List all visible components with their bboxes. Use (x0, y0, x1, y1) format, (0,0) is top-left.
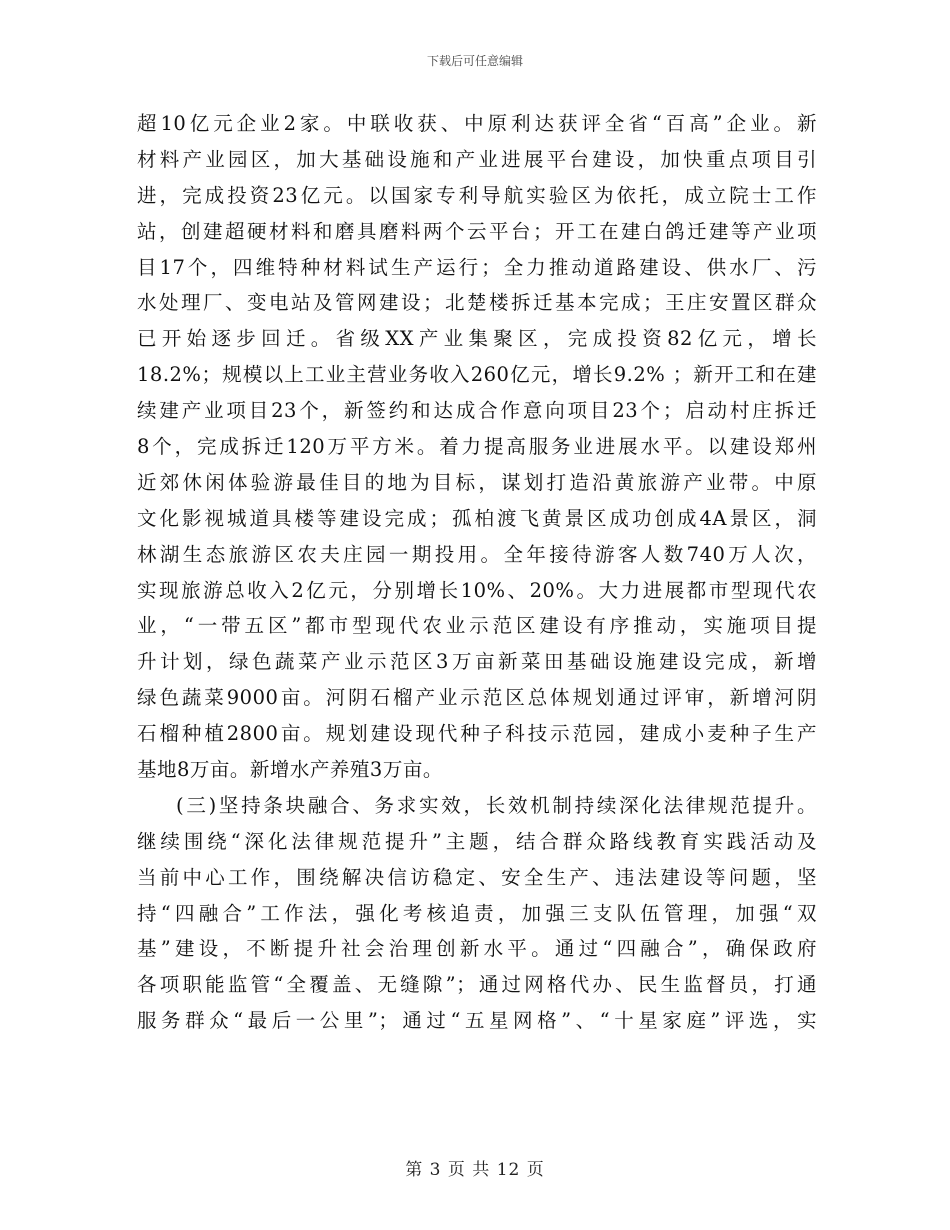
text-line: 水处理厂、变电站及管网建设；北楚楼拆迁基本完成；王庄安置区群众 (137, 291, 817, 315)
section-heading-line: (三)坚持条块融合、务求实效，长效机制持续深化法律规范提升。 (176, 793, 817, 817)
text-line: 持“四融合”工作法，强化考核追责，加强三支队伍管理，加强“双 (137, 901, 817, 925)
text-line: 18.2%；规模以上工业主营业务收入260亿元，增长9.2% ；新开工和在建 (137, 363, 817, 387)
text-line: 续建产业项目23个，新签约和达成合作意向项目23个；启动村庄拆迁 (137, 399, 817, 423)
text-line: 石榴种植2800亩。规划建设现代种子科技示范园，建成小麦种子生产 (137, 722, 817, 746)
page-number-footer: 第 3 页 共 12 页 (405, 1160, 545, 1180)
text-line: 绿色蔬菜9000亩。河阴石榴产业示范区总体规划通过评审，新增河阴 (137, 686, 817, 710)
text-line: 站，创建超硬材料和磨具磨料两个云平台；开工在建白鸽迁建等产业项 (137, 219, 817, 243)
text-line: 业，“一带五区”都市型现代农业示范区建设有序推动，实施项目提 (137, 614, 817, 638)
paragraph-1 (137, 106, 817, 788)
text-line: 基”建设，不断提升社会治理创新水平。通过“四融合”，确保政府 (137, 937, 817, 961)
text-line: 实现旅游总收入2亿元，分别增长10%、20%。大力进展都市型现代农 (137, 578, 817, 602)
text-line: 目17个，四维特种材料试生产运行；全力推动道路建设、供水厂、污 (137, 255, 817, 279)
text-line: 近郊休闲体验游最佳目的地为目标，谋划打造沿黄旅游产业带。中原 (137, 470, 817, 494)
text-line: 各项职能监管“全覆盖、无缝隙”；通过网格代办、民生监督员，打通 (137, 973, 817, 997)
text-line: 升计划，绿色蔬菜产业示范区3万亩新菜田基础设施建设完成，新增 (137, 650, 817, 674)
text-line: 林湖生态旅游区农夫庄园一期投用。全年接待游客人数740万人次， (137, 542, 817, 566)
text-line: 基地8万亩。新增水产养殖3万亩。 (137, 758, 443, 782)
text-line: 8个，完成拆迁120万平方米。着力提高服务业进展水平。以建设郑州 (137, 435, 817, 459)
text-line: 进，完成投资23亿元。以国家专利导航实验区为依托，成立院士工作 (137, 183, 817, 207)
text-line: 当前中心工作，围绕解决信访稳定、安全生产、违法建设等问题，坚 (137, 865, 817, 889)
paragraph-2 (137, 788, 817, 1039)
text-line: 文化影视城道具楼等建设完成；孤柏渡飞黄景区成功创成4A景区，洞 (137, 506, 817, 530)
text-line: 继续围绕“深化法律规范提升”主题，结合群众路线教育实践活动及 (137, 829, 817, 853)
text-line: 已开始逐步回迁。省级XX产业集聚区，完成投资82亿元，增长 (137, 327, 817, 351)
text-line: 超10亿元企业2家。中联收获、中原利达获评全省“百高”企业。新 (137, 112, 817, 135)
text-line: 材料产业园区，加大基础设施和产业进展平台建设，加快重点项目引 (137, 147, 817, 171)
text-line: 服务群众“最后一公里”；通过“五星网格”、“十星家庭”评选，实 (137, 1009, 817, 1033)
document-body (137, 106, 817, 1039)
page-header: 下载后可任意编辑 (426, 54, 523, 68)
